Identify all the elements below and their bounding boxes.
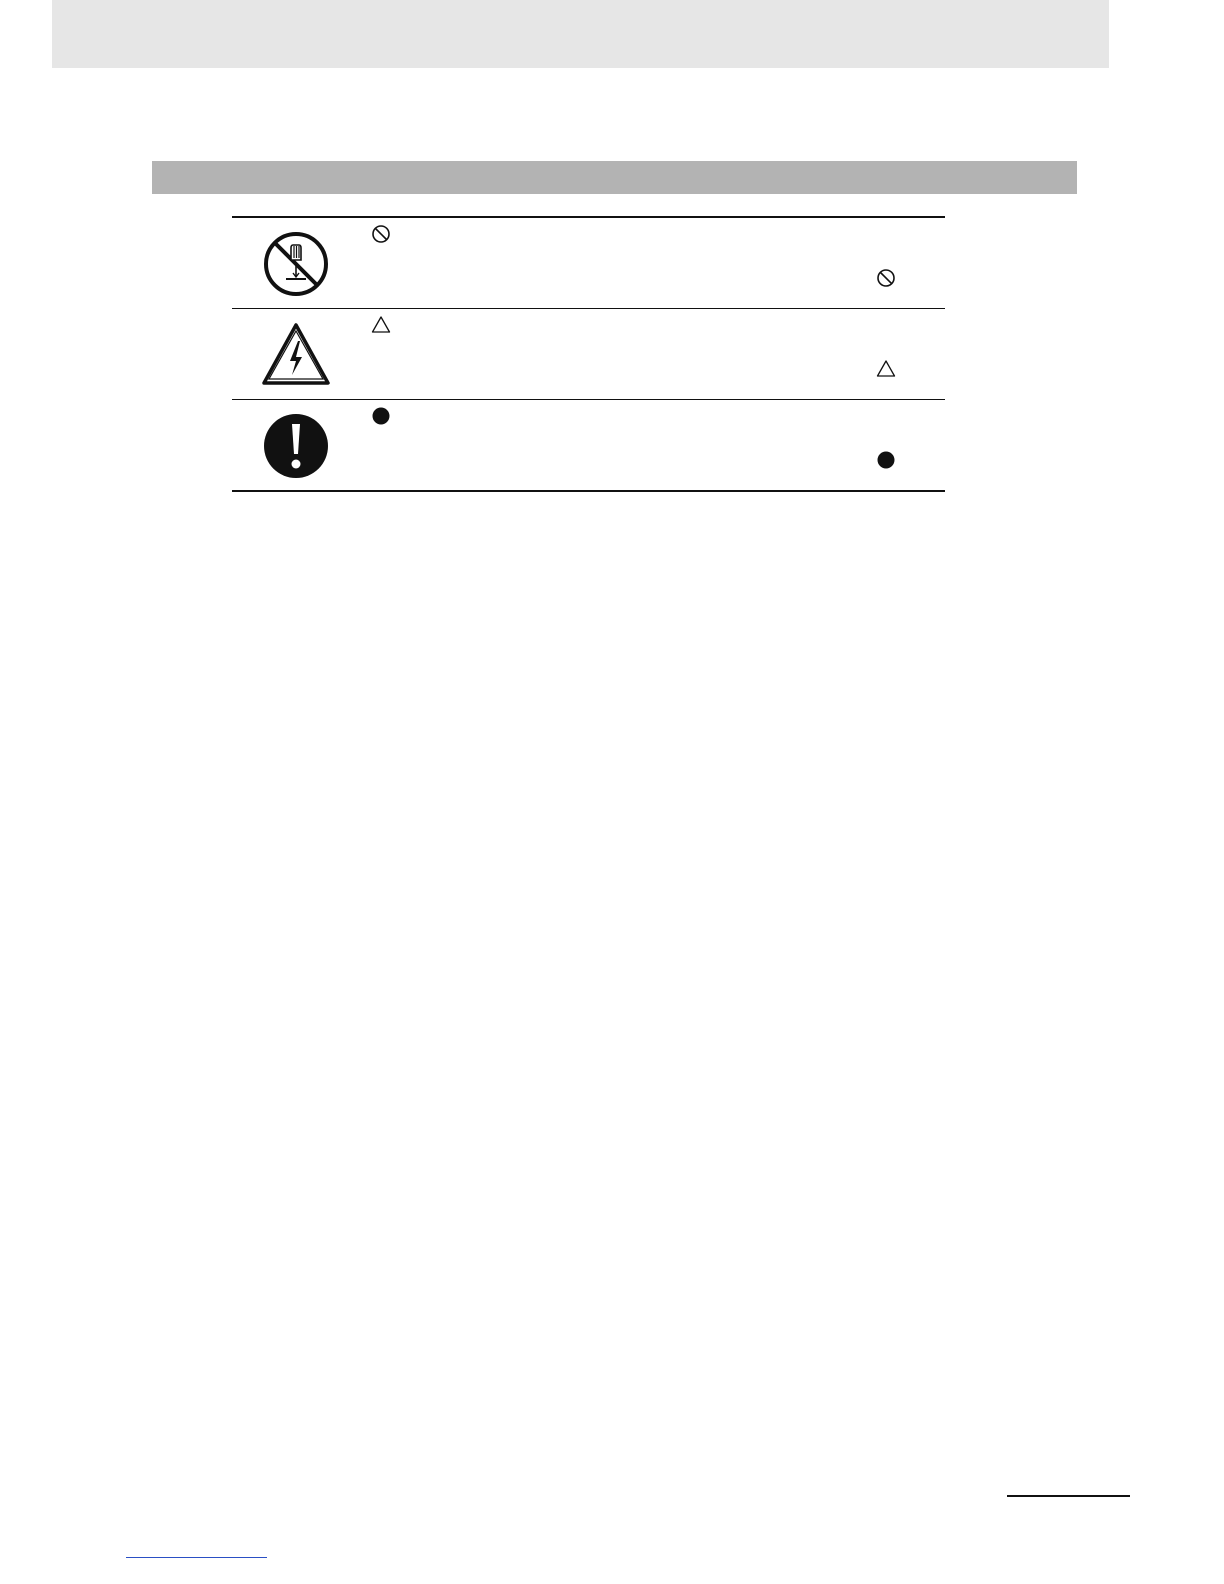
prohibition-row <box>232 218 945 309</box>
section-heading-bar <box>152 161 1077 194</box>
filled-circle-icon <box>371 406 391 426</box>
prohibition-circle-icon <box>371 224 391 244</box>
header-band <box>52 0 1109 68</box>
symbol-legend-table <box>232 216 945 492</box>
no-disassembly-icon <box>262 230 330 298</box>
prohibition-circle-icon <box>876 268 896 288</box>
triangle-outline-icon <box>876 359 896 379</box>
electric-shock-warning-icon <box>262 321 330 389</box>
triangle-outline-icon <box>371 315 391 335</box>
caution-row <box>232 309 945 400</box>
mandatory-exclamation-icon <box>262 412 330 480</box>
mandatory-row <box>232 400 945 492</box>
footer-rule <box>1007 1495 1130 1497</box>
filled-circle-icon <box>876 450 896 470</box>
footer-link-underline[interactable] <box>126 1557 267 1558</box>
